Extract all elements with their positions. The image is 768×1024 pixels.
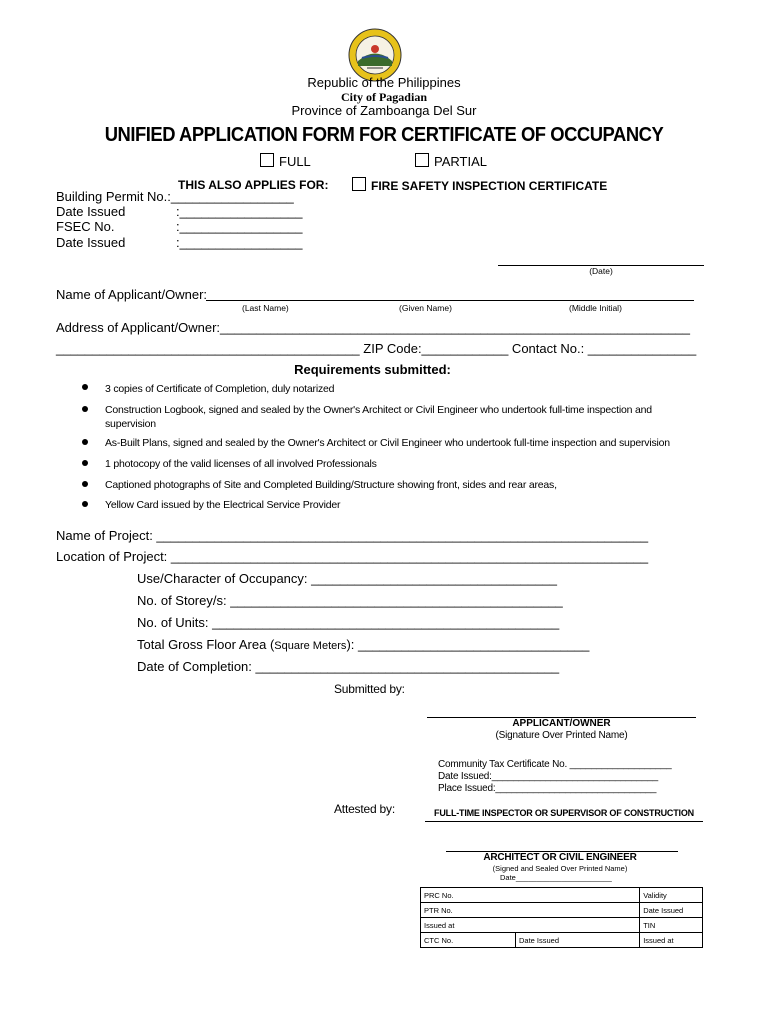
storeys-field[interactable]: No. of Storey/s: ______________________________________________ <box>137 593 563 608</box>
bullet-icon <box>82 460 88 466</box>
applicant-owner-title: APPLICANT/OWNER <box>512 718 611 729</box>
date-issued-label-2: Date Issued <box>56 235 126 250</box>
ctc-no-cell[interactable]: CTC No. <box>421 933 516 948</box>
issued-at-cell[interactable]: Issued at <box>421 918 640 933</box>
date-issued-label-1: Date Issued <box>56 204 126 219</box>
given-name-caption: (Given Name) <box>399 303 452 313</box>
full-checkbox[interactable] <box>260 153 274 167</box>
architect-date-field[interactable]: Date_______________________ <box>500 873 612 882</box>
option-partial-label: PARTIAL <box>434 154 487 169</box>
ctc-place-issued-field[interactable]: Place Issued:______________________________ <box>438 783 657 794</box>
partial-checkbox[interactable] <box>415 153 429 167</box>
applicant-name-label: Name of Applicant/Owner: <box>56 287 208 302</box>
fsec-label: FSEC No. <box>56 219 115 234</box>
option-full[interactable] <box>260 153 311 169</box>
ctc-date-issued-field[interactable]: Date Issued:_______________________________ <box>438 771 658 782</box>
bullet-icon <box>82 481 88 487</box>
project-location-field[interactable]: Location of Project: __________________________________________________________________ <box>56 549 649 564</box>
gross-floor-area-field[interactable]: Total Gross Floor Area (Square Meters): ________________________________ <box>137 637 590 652</box>
middle-initial-caption: (Middle Initial) <box>569 303 622 313</box>
date-issued-field-1[interactable]: :_________________ <box>176 204 303 219</box>
tin-cell[interactable]: TIN <box>640 918 703 933</box>
date-issued-field-2[interactable]: :_________________ <box>176 235 303 250</box>
requirements-heading: Requirements submitted: <box>294 362 451 377</box>
prc-cell[interactable]: PRC No. <box>421 888 640 903</box>
signature-caption: (Signature Over Printed Name) <box>495 730 628 741</box>
requirement-item: Construction Logbook, signed and sealed by the Owner's Architect or Civil Engineer who undertook full-time inspection and <box>105 404 652 416</box>
ctc-issued-at-cell[interactable]: Issued at <box>640 933 703 948</box>
attested-by-label: Attested by: <box>334 802 395 816</box>
bullet-icon <box>82 384 88 390</box>
validity-cell[interactable]: Validity <box>640 888 703 903</box>
applies-label: THIS ALSO APPLIES FOR: <box>178 178 329 192</box>
option-fsic-label: FIRE SAFETY INSPECTION CERTIFICATE <box>371 179 608 193</box>
requirement-item: 3 copies of Certificate of Completion, duly notarized <box>105 383 335 395</box>
architect-title: ARCHITECT OR CIVIL ENGINEER <box>483 852 637 863</box>
option-partial[interactable] <box>415 153 487 169</box>
inspector-signature-line[interactable] <box>425 821 703 822</box>
requirement-item: Yellow Card issued by the Electrical Service Provider <box>105 499 341 511</box>
building-permit-field[interactable]: Building Permit No.:_________________ <box>56 189 294 204</box>
requirement-item: 1 photocopy of the valid licenses of all involved Professionals <box>105 458 377 470</box>
fsic-checkbox[interactable] <box>352 177 366 191</box>
address-field[interactable]: Address of Applicant/Owner:_________________________________________________________________ <box>56 320 690 335</box>
requirement-item: As-Built Plans, signed and sealed by the Owner's Architect or Civil Engineer who undertook full-time inspection and supervision <box>105 437 670 449</box>
units-field[interactable]: No. of Units: ________________________________________________ <box>137 615 560 630</box>
project-name-field[interactable]: Name of Project: ____________________________________________________________________ <box>56 528 649 543</box>
table-row <box>421 918 703 933</box>
professional-info-table <box>420 887 703 948</box>
requirement-item: Captioned photographs of Site and Completed Building/Structure showing front, sides and rear areas, <box>105 479 557 491</box>
bullet-icon <box>82 406 88 412</box>
zip-contact-field[interactable]: __________________________________________ ZIP Code:____________ Contact No.: _______________ <box>56 341 697 356</box>
ctc-date-cell[interactable]: Date Issued <box>516 933 640 948</box>
bullet-icon <box>82 501 88 507</box>
header-city: City of Pagadian <box>340 90 427 104</box>
option-full-label: FULL <box>279 154 311 169</box>
form-title: UNIFIED APPLICATION FORM FOR CERTIFICATE OF OCCUPANCY <box>104 124 664 146</box>
table-row <box>421 903 703 918</box>
requirement-item-continued: supervision <box>105 418 156 430</box>
ptr-date-cell[interactable]: Date Issued <box>640 903 703 918</box>
fsec-field[interactable]: :_________________ <box>176 219 303 234</box>
last-name-caption: (Last Name) <box>242 303 289 313</box>
signed-sealed-caption: (Signed and Sealed Over Printed Name) <box>492 864 628 873</box>
ctc-field[interactable]: Community Tax Certificate No. ___________________ <box>438 759 672 770</box>
header-province: Province of Zamboanga Del Sur <box>291 103 477 118</box>
table-row <box>421 933 703 948</box>
bullet-icon <box>82 439 88 445</box>
occupancy-use-field[interactable]: Use/Character of Occupancy: __________________________________ <box>137 571 557 586</box>
date-caption: (Date) <box>589 266 613 276</box>
city-seal <box>348 28 402 82</box>
inspector-title: FULL-TIME INSPECTOR OR SUPERVISOR OF CONSTRUCTION <box>434 808 694 818</box>
table-row <box>421 888 703 903</box>
option-fsic[interactable] <box>352 177 607 193</box>
header-country: Republic of the Philippines <box>307 75 461 90</box>
applicant-name-line[interactable] <box>206 300 694 301</box>
ptr-cell[interactable]: PTR No. <box>421 903 640 918</box>
completion-date-field[interactable]: Date of Completion: __________________________________________ <box>137 659 560 674</box>
submitted-by-label: Submitted by: <box>334 682 405 696</box>
